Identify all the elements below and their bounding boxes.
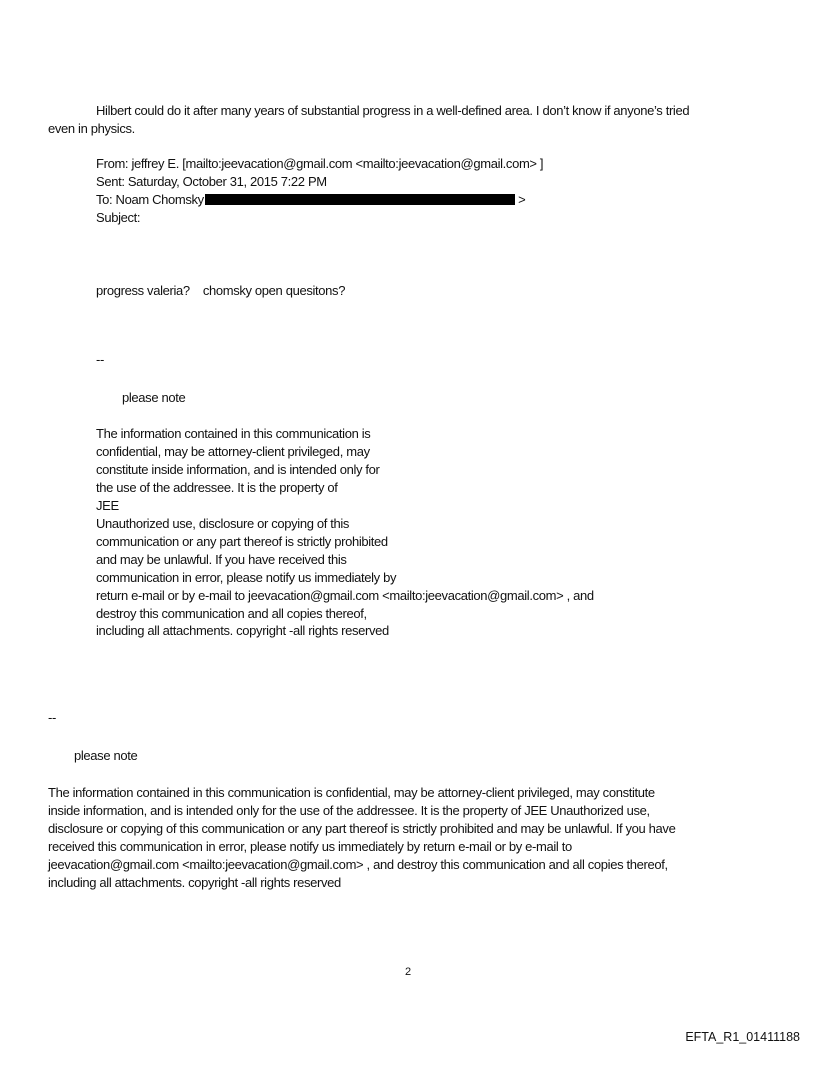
quoted-to xyxy=(96,191,525,209)
disclaimer-line: disclosure or copying of this communication or any part thereof is strictly prohibited and may be unlawful. If you have xyxy=(48,821,676,836)
quoted-body: progress valeria? chomsky open quesitons? xyxy=(96,283,346,298)
please-note: please note xyxy=(74,748,138,763)
disclaimer-line: constitute inside information, and is intended only for xyxy=(96,462,380,477)
disclaimer-line: destroy this communication and all copies thereof, xyxy=(96,606,367,621)
disclaimer-line: including all attachments. copyright -all rights reserved xyxy=(96,623,389,638)
disclaimer-line: JEE xyxy=(96,498,119,513)
disclaimer-line: Unauthorized use, disclosure or copying of this xyxy=(96,516,350,531)
disclaimer-line: received this communication in error, please notify us immediately by return e-mail or by e-mail to xyxy=(48,839,572,854)
signature-separator: -- xyxy=(48,710,56,725)
disclaimer-line: including all attachments. copyright -all rights reserved xyxy=(48,875,341,890)
redaction-box xyxy=(205,194,515,205)
quoted-subject: Subject: xyxy=(96,210,141,225)
disclaimer-line: and may be unlawful. If you have received this xyxy=(96,552,347,567)
disclaimer-line: return e-mail or by e-mail to jeevacation@gmail.com <mailto:jeevacation@gmail.com> , and xyxy=(96,588,594,603)
to-prefix: To: Noam Chomsky xyxy=(96,192,204,207)
disclaimer-line: inside information, and is intended only for the use of the addressee. It is the property of JEE Unauthorized use, xyxy=(48,803,650,818)
disclaimer-line: jeevacation@gmail.com <mailto:jeevacation@gmail.com> , and destroy this communication and all copies thereof, xyxy=(48,857,668,872)
quoted-from: From: jeffrey E. [mailto:jeevacation@gmail.com <mailto:jeevacation@gmail.com> ] xyxy=(96,156,544,171)
quoted-sent: Sent: Saturday, October 31, 2015 7:22 PM xyxy=(96,174,327,189)
page-number: 2 xyxy=(405,966,412,978)
disclaimer-line: confidential, may be attorney-client privileged, may xyxy=(96,444,370,459)
to-suffix: > xyxy=(514,192,526,207)
quoted-please-note: please note xyxy=(122,390,186,405)
disclaimer-line: communication in error, please notify us immediately by xyxy=(96,570,397,585)
reply-text-line: even in physics. xyxy=(48,121,135,136)
document-id: EFTA_R1_01411188 xyxy=(685,1030,800,1044)
quoted-signature-separator: -- xyxy=(96,352,104,367)
disclaimer-line: The information contained in this communication is confidential, may be attorney-client privileged, may constitute xyxy=(48,785,655,800)
reply-text-line: Hilbert could do it after many years of substantial progress in a well-defined area. I don’t know if anyone’s tried xyxy=(96,103,690,118)
disclaimer-line: The information contained in this communication is xyxy=(96,426,371,441)
disclaimer-line: communication or any part thereof is strictly prohibited xyxy=(96,534,388,549)
disclaimer-line: the use of the addressee. It is the property of xyxy=(96,480,338,495)
